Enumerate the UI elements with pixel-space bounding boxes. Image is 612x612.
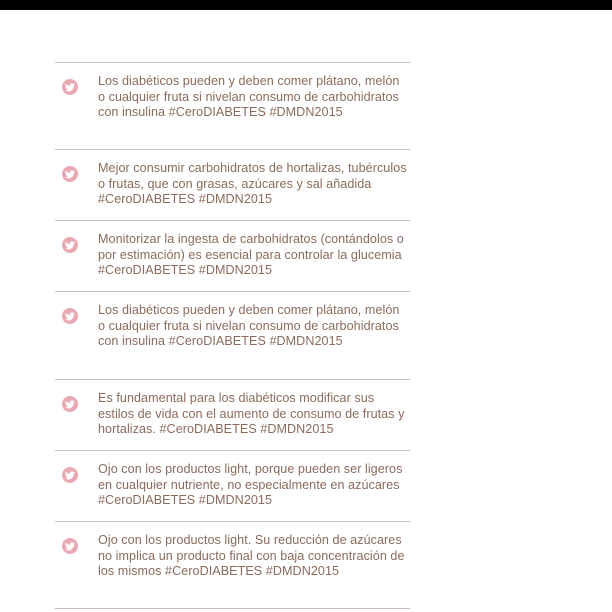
tweet-item (55, 292, 410, 379)
tweet-text: Ojo con los productos light, porque pueden ser ligeros en cualquier nutriente, no especialmente en azúcares #CeroDIABETES #DMDN2015 (98, 462, 403, 507)
tweet-text: Mejor consumir carbohidratos de hortalizas, tubérculos o frutas, que con grasas, azúcares y sal añadida #CeroDIABETES #DMDN2015 (98, 161, 407, 206)
twitter-bird-icon (62, 166, 78, 182)
twitter-bird-icon (62, 237, 78, 253)
tweet-text: Los diabéticos pueden y deben comer plátano, melón o cualquier fruta si nivelan consumo de carbohidratos con insulina #CeroDIABETES #DMDN2015 (98, 74, 400, 119)
top-bar (0, 0, 612, 10)
twitter-bird-icon (62, 79, 78, 95)
tweet-feed (55, 62, 410, 609)
twitter-bird-icon (62, 396, 78, 412)
tweet-text: Monitorizar la ingesta de carbohidratos (contándolos o por estimación) es esencial para controlar la glucemia #CeroDIABETES #DMDN2015 (98, 232, 404, 277)
twitter-bird-icon (62, 538, 78, 554)
tweet-text: Es fundamental para los diabéticos modificar sus estilos de vida con el aumento de consumo de frutas y hortalizas. #CeroDIABETES #DMDN2015 (98, 391, 405, 436)
tweet-item (55, 63, 410, 149)
tweet-item (55, 380, 410, 450)
tweet-text: Ojo con los productos light. Su reducción de azúcares no implica un producto final con baja concentración de los mismos #CeroDIABETES #DMDN2015 (98, 533, 405, 578)
twitter-bird-icon (62, 308, 78, 324)
tweet-item (55, 150, 410, 220)
tweet-item (55, 522, 410, 608)
tweet-text: Los diabéticos pueden y deben comer plátano, melón o cualquier fruta si nivelan consumo de carbohidratos con insulina #CeroDIABETES #DMDN2015 (98, 303, 400, 348)
tweet-item (55, 221, 410, 291)
twitter-bird-icon (62, 467, 78, 483)
tweet-item (55, 451, 410, 521)
divider (55, 608, 410, 609)
